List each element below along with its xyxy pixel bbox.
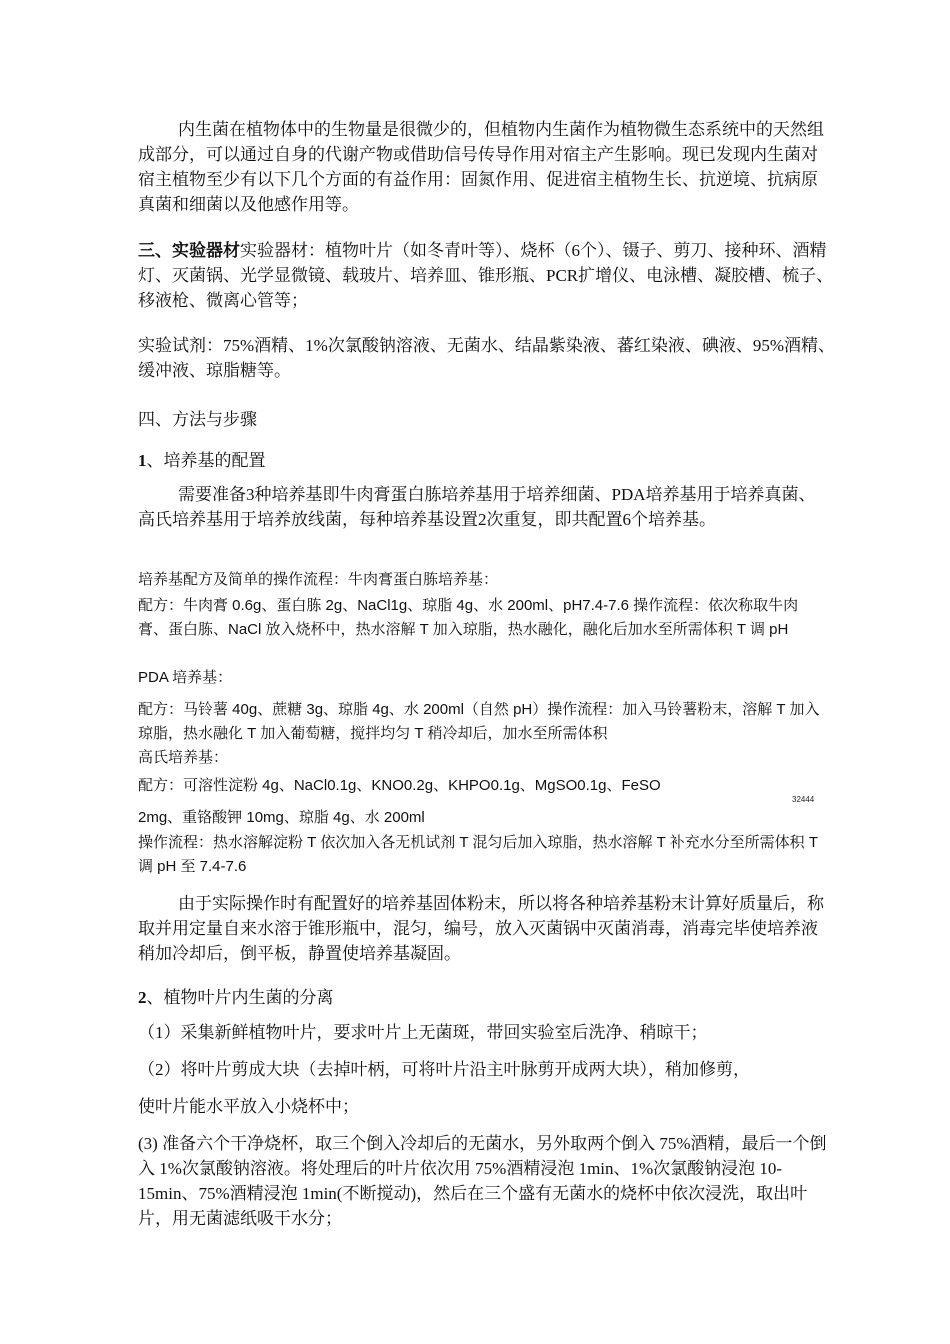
step-2-item-1: （1）采集新鲜植物叶片，要求叶片上无菌斑，带回实验室后洗净、稍晾干； <box>138 1023 708 1042</box>
step-1-heading <box>138 448 828 473</box>
section-4-heading: 四、方法与步骤 <box>138 410 257 429</box>
gao-medium-formula-line1: 配方：可溶性淀粉 4g、NaCl0.1g、KNO0.2g、KHPO0.1g、MgSO0.1g、FeSO <box>138 777 661 794</box>
step-2-item-3: (3) 准备六个干净烧杯，取三个倒入冷却后的无菌水，另外取两个倒入 75%酒精，最后一个倒入 1%次氯酸钠溶液。将处理后的叶片依次用 75%酒精浸泡 1min、1%次氯酸钠浸泡 10-15min、75%酒精浸泡 1min(不断搅动)，然后在三个盛有无菌水的烧杯中依次浸洗，取出叶片，用无菌滤纸吸干水分； <box>138 1134 827 1228</box>
margin-note: 32444 <box>792 795 815 804</box>
reagents-paragraph: 实验试剂：75%酒精、1%次氯酸钠溶液、无菌水、结晶紫染液、蕃红染液、碘液、95%酒精、缓冲液、琼脂糖等。 <box>138 336 835 380</box>
step-2-number: 2 <box>138 988 147 1007</box>
gao-medium-formula-line2: 2mg、重铬酸钾 10mg、琼脂 4g、水 200ml <box>138 809 425 826</box>
step-1-paragraph: 需要准备3种培养基即牛肉膏蛋白胨培养基用于培养细菌、PDA培养基用于培养真菌、高氏培养基用于培养放线菌，每种培养基设置2次重复，即共配置6个培养基。 <box>138 485 816 529</box>
step-1-number: 1 <box>138 451 147 470</box>
section-3-heading: 三、实验器材 <box>138 241 240 260</box>
pda-medium-title: PDA 培养基： <box>138 669 233 686</box>
gao-medium-procedure: 操作流程：热水溶解淀粉 T 依次加入各无机试剂 T 混匀后加入琼脂，热水溶解 T 补充水分至所需体积 T 调 pH 至 7.4-7.6 <box>138 834 818 875</box>
beef-medium-formula: 配方：牛肉膏 0.6g、蛋白胨 2g、NaCl1g、琼脂 4g、水 200ml、pH7.4-7.6 操作流程：依次称取牛肉膏、蛋白胨、NaCl 放入烧杯中，热水溶解 T 加入琼脂，热水融化，融化后加水至所需体积 T 调 pH <box>138 597 799 638</box>
intro-paragraph: 内生菌在植物体中的生物量是很微少的，但植物内生菌作为植物微生态系统中的天然组成部分，可以通过自身的代谢产物或借助信号传导作用对宿主产生影响。现已发现内生菌对宿主植物至少有以下几个方面的有益作用：固氮作用、促进宿主植物生长、抗逆境、抗病原真菌和细菌以及他感作用等。 <box>138 120 824 214</box>
step-2-heading <box>138 985 828 1010</box>
step-2-item-2-line2: 使叶片能水平放入小烧杯中； <box>138 1097 359 1116</box>
media-intro: 培养基配方及简单的操作流程：牛肉膏蛋白胨培养基： <box>138 571 499 588</box>
step-2-title: 、植物叶片内生菌的分离 <box>146 988 334 1007</box>
step-1-title: 、培养基的配置 <box>146 451 266 470</box>
sterilization-paragraph: 由于实际操作时有配置好的培养基固体粉末，所以将各种培养基粉末计算好质量后，称取并用定量自来水溶于锥形瓶中，混匀，编号，放入灭菌锅中灭菌消毒，消毒完毕使培养液稍加冷却后，倒平板，静置使培养基凝固。 <box>138 894 824 963</box>
step-2-item-2-line1: （2）将叶片剪成大块（去掉叶柄，可将叶片沿主叶脉剪开成两大块），稍加修剪， <box>138 1060 750 1079</box>
equipment-paragraph <box>138 238 838 313</box>
equipment-text: 实验器材：植物叶片（如冬青叶等）、烧杯（6个）、镊子、剪刀、接种环、酒精灯、灭菌锅、光学显微镜、载玻片、培养皿、锥形瓶、PCR扩增仪、电泳槽、凝胶槽、梳子、移液枪、微离心管等； <box>138 241 834 310</box>
pda-medium-formula: 配方：马铃薯 40g、蔗糖 3g、琼脂 4g、水 200ml（自然 pH）操作流程：加入马铃薯粉末，溶解 T 加入琼脂，热水融化 T 加入葡萄糖，搅拌均匀 T 稍冷却后，加水至所需体积 <box>138 701 820 742</box>
gao-medium-title: 高氏培养基： <box>138 749 229 766</box>
